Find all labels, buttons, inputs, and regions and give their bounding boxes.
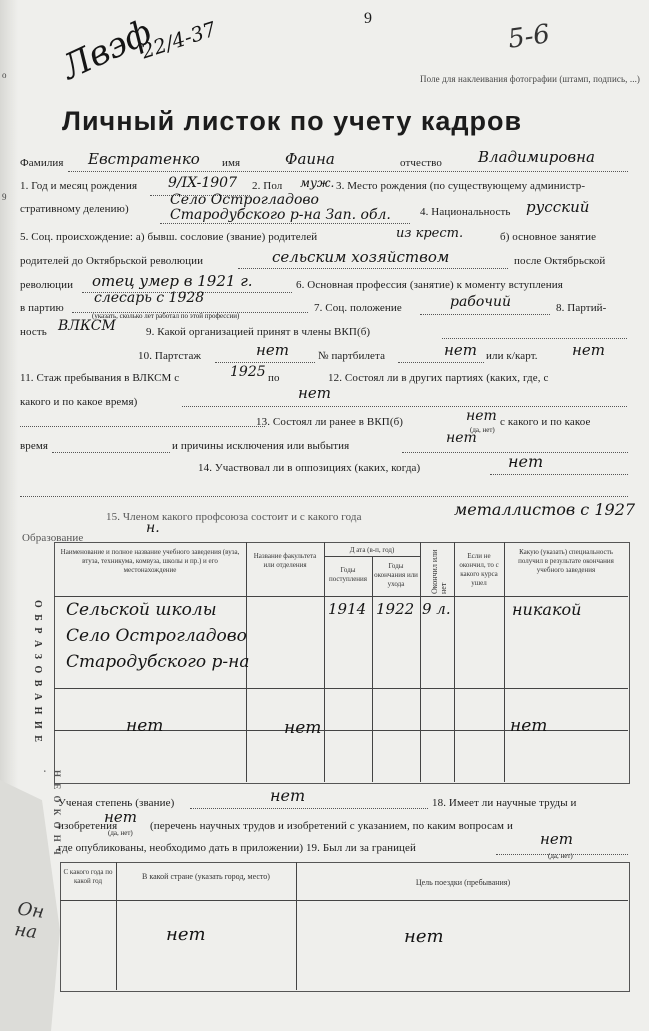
q12-label: 12. Состоял ли в других партиях (каких, где, с	[328, 372, 549, 384]
travel-header-purpose: Цель поездки (пребывания)	[415, 878, 511, 887]
fold-handwriting: Он на	[13, 898, 46, 944]
surname-label: Фамилия	[20, 157, 64, 169]
travel-header-country: В какой стране (указать город, место)	[142, 872, 270, 881]
q13-note: (да, нет)	[470, 426, 495, 434]
rule	[442, 338, 627, 339]
name-value: Фаина	[285, 150, 335, 168]
q7-label: 7. Соц. положение	[314, 302, 402, 314]
col-line	[372, 556, 373, 782]
col-line	[324, 542, 325, 782]
edu-row1-year-end: 1922	[376, 600, 415, 618]
q6-value: слесарь с 1928	[94, 290, 205, 306]
margin-mark: о	[2, 70, 7, 80]
col-line	[296, 862, 297, 990]
edu-row2-specialty: нет	[510, 716, 548, 736]
document-title: Личный листок по учету кадров	[62, 106, 523, 136]
col-line	[420, 542, 421, 782]
q8-value: ВЛКСМ	[58, 318, 116, 334]
rule	[160, 223, 410, 224]
edu-header-leave: Годы окончания или ухода	[374, 562, 418, 588]
q10-c: или к/карт.	[486, 350, 538, 362]
q18-b: изобретения	[58, 820, 118, 832]
q16-label: Образование	[22, 532, 84, 544]
q18-label: 18. Имеет ли научные труды и	[432, 797, 577, 809]
q10-value-3: нет	[572, 341, 605, 359]
q4-label: 4. Национальность	[420, 206, 511, 218]
q13-d: и причины исключения или выбытия	[172, 440, 350, 452]
q3-label: 3. Место рождения (по существующему администр-	[336, 180, 586, 192]
edu-row2-institution: нет	[126, 716, 164, 736]
edu-header-institution: Наименование и полное название учебного заведения (вуза, втуза, техникума, комвуза, школы и пр.) и его местонахождение	[60, 548, 240, 574]
corner-mark: 5-6	[506, 19, 552, 55]
q18-d: где опубликованы, необходимо дать в приложении) 19. Был ли за границей	[58, 842, 417, 854]
q13-c: время	[20, 440, 49, 452]
q2-label: 2. Пол	[252, 180, 283, 192]
rule	[420, 314, 550, 315]
side-label-incomplete: Н Е О К О Н Ч .	[42, 770, 62, 857]
col-line	[116, 862, 117, 990]
edu-header-finished: Окончил или нет	[430, 549, 448, 594]
edu-row1-district: Стародубского р-на	[66, 652, 250, 672]
q14-value: нет	[508, 452, 544, 471]
patronymic-label: отчество	[400, 157, 442, 169]
q19-note: (да, нет)	[548, 852, 573, 860]
edu-row1-school: Сельской школы	[66, 600, 217, 620]
edu-header-dates: Д ата (в-п, год)	[349, 546, 395, 554]
edu-header-specialty: Какую (указать) специальность получил в результате окончания учебного заведения	[518, 548, 614, 574]
q1-label: 1. Год и месяц рождения	[20, 180, 138, 192]
q13-b: с какого и по какое	[500, 416, 591, 428]
q11-value: 1925	[230, 364, 266, 380]
q13-label: 13. Состоял ли ранее в ВКП(б)	[256, 416, 404, 428]
q15-value: металлистов с 1927	[454, 500, 636, 519]
edu-header-course: Если не окончил, то с какого курса ушел	[459, 552, 499, 587]
q12-value: нет	[298, 384, 331, 402]
edu-row1-village: Село Острогладово	[66, 626, 247, 646]
q3-cont: стративному делению)	[20, 203, 129, 215]
q11-b: по	[268, 372, 280, 384]
rule	[52, 452, 170, 453]
q10-value-2: нет	[444, 341, 477, 359]
q19-value: нет	[540, 830, 573, 848]
row-line	[54, 688, 628, 689]
rule	[238, 268, 508, 269]
row-line	[54, 596, 628, 597]
q9-label: 9. Какой организацией принят в члены ВКП(б)	[146, 326, 371, 338]
q3-value-1: Село Острогладово	[170, 192, 319, 208]
margin-mark: 9	[2, 192, 7, 202]
q6-note: (указать, сколько лет работал по этой профессии)	[92, 312, 240, 320]
patronymic-value: Владимировна	[478, 148, 595, 166]
q17-value: нет	[270, 786, 306, 805]
q5-value-1: из крест.	[396, 226, 464, 241]
q5-c: родителей до Октябрьской революции	[20, 255, 204, 267]
row-line	[324, 556, 420, 557]
q1-value: 9/IX-1907	[168, 175, 237, 191]
q10-b: № партбилета	[318, 350, 386, 362]
header-note: Поле для наклеивания фотографии (штамп, подпись, ...)	[420, 74, 641, 84]
q14-label: 14. Участвовал ли в оппозициях (каких, когда)	[198, 462, 421, 474]
q10-value: нет	[256, 341, 289, 359]
rule	[20, 426, 265, 427]
q12-b: какого и по какое время)	[20, 396, 138, 408]
q5-value-3: отец умер в 1921 г.	[92, 272, 253, 290]
rule	[20, 496, 628, 497]
q17-label: Ученая степень (звание)	[58, 797, 175, 809]
q2-value: муж.	[300, 176, 335, 190]
q11-label: 11. Стаж пребывания в ВЛКСМ с	[20, 372, 180, 384]
q10-label: 10. Партстаж	[138, 350, 202, 362]
q18-value: нет	[104, 808, 137, 826]
q18-c: (перечень научных трудов и изобретений с указанием, по каким вопросам и	[150, 820, 513, 832]
q7-value: рабочий	[450, 294, 512, 310]
edu-row1-finished: 9 л.	[422, 600, 451, 618]
col-line	[454, 542, 455, 782]
q5-d: после Октябрьской	[514, 255, 606, 267]
rule	[490, 474, 628, 475]
q5-label: 5. Соц. происхождение: а) бывш. сословие (звание) родителей	[20, 231, 318, 243]
q8-label: 8. Партий-	[556, 302, 607, 314]
rule	[215, 362, 315, 363]
travel-country-value: нет	[166, 924, 206, 945]
q5-e: революции	[20, 279, 74, 291]
surname-value: Евстратенко	[88, 150, 200, 168]
edu-row1-specialty: никакой	[512, 600, 582, 619]
travel-purpose-value: нет	[404, 926, 444, 947]
q4-value: русский	[526, 198, 590, 216]
col-line	[504, 542, 505, 782]
rule	[182, 406, 627, 407]
rule	[190, 808, 428, 809]
edu-header-enter: Годы поступления	[328, 566, 368, 583]
page-number: 9	[364, 10, 372, 27]
q13-value-2: нет	[446, 430, 477, 446]
edu-row1-year-start: 1914	[328, 600, 367, 618]
q6-label: 6. Основная профессия (занятие) к моменту вступления	[296, 279, 563, 291]
edu-row2-faculty: нет	[284, 718, 322, 738]
rule	[398, 362, 484, 363]
q15-label: 15. Членом какого профсоюза состоит и с какого года	[106, 511, 362, 523]
signature: Лвэф	[55, 12, 158, 88]
rule	[496, 854, 628, 855]
edu-header-faculty: Название факультета или отделения	[253, 552, 317, 569]
rule	[72, 312, 308, 313]
q8-b: ность	[20, 326, 47, 338]
rule	[68, 171, 628, 172]
q16-value: н.	[146, 520, 160, 536]
q6-b: в партию	[20, 302, 64, 314]
q18-note: (да, нет)	[108, 829, 133, 837]
q3-value-2: Стародубского р-на Зап. обл.	[170, 207, 391, 223]
q5-value-2: сельским хозяйством	[272, 248, 450, 266]
travel-header-years: С какого года по какой год	[63, 868, 113, 885]
row-line	[60, 900, 628, 901]
q13-value: нет	[466, 408, 497, 424]
stamp-date: 22/4-37	[138, 16, 219, 64]
side-label-education: О Б Р А З О В А Н И Е	[32, 600, 43, 744]
q5-b: б) основное занятие	[500, 231, 597, 243]
name-label: имя	[222, 157, 241, 169]
